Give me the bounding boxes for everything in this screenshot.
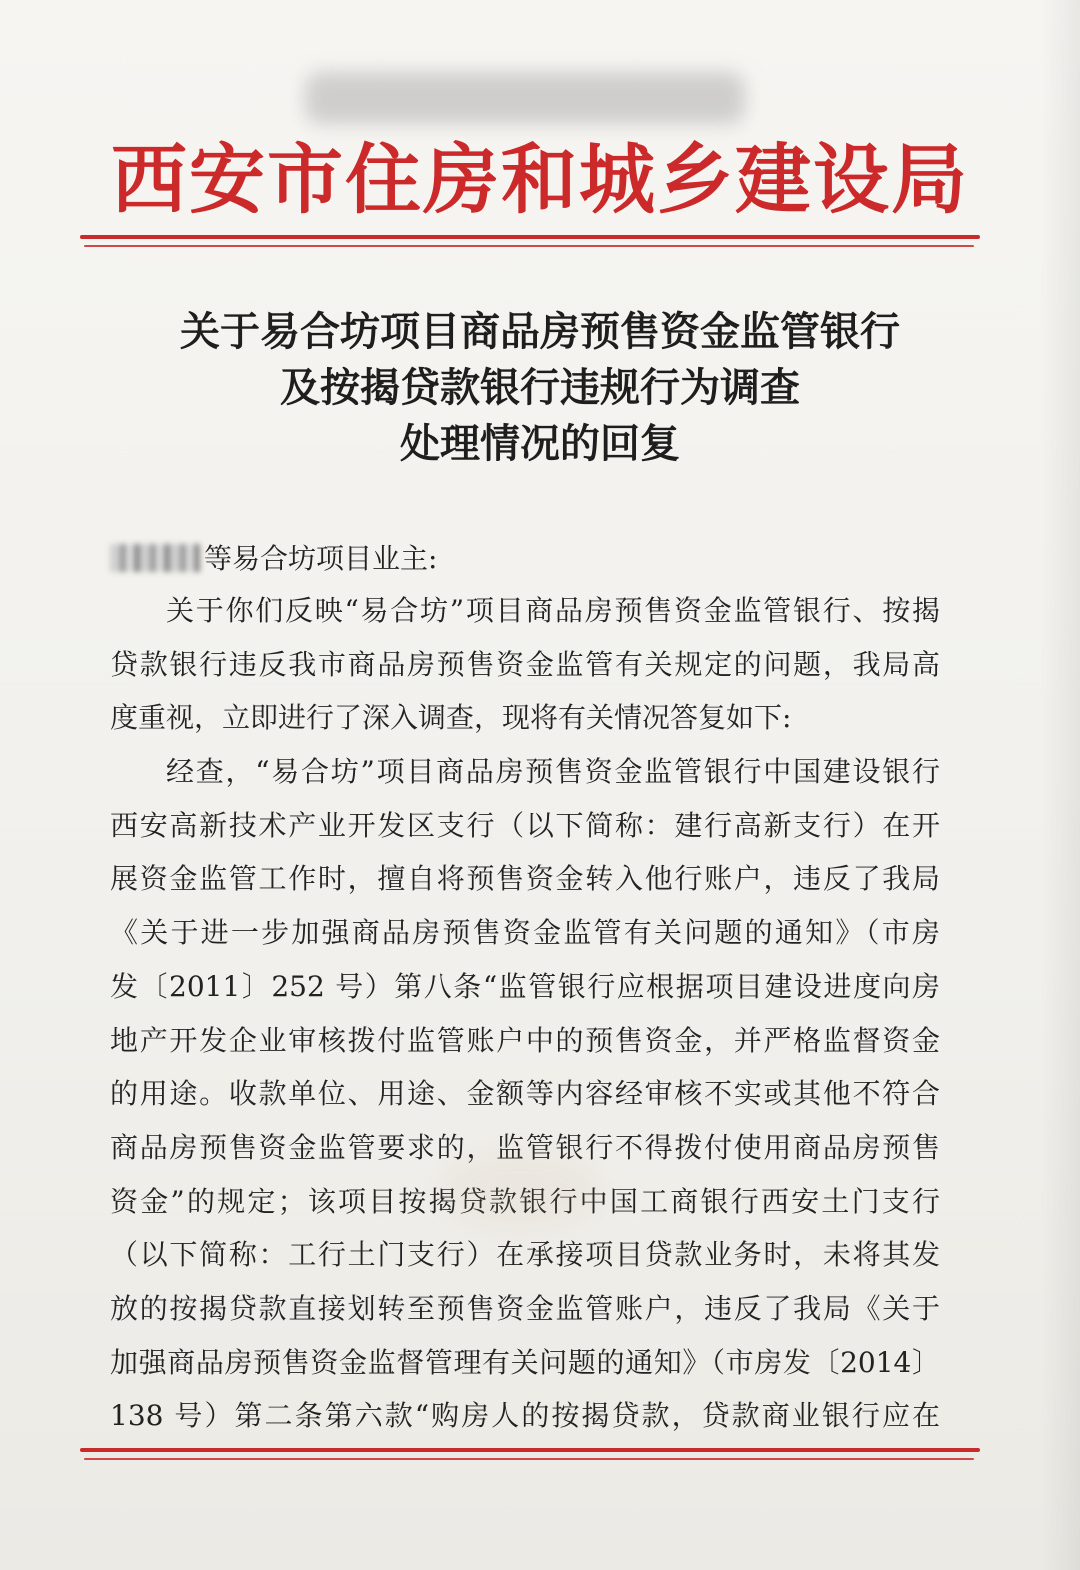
body-line: 关于你们反映“易合坊”项目商品房预售资金监管银行、按揭 [166, 594, 940, 627]
body-line: 《关于进一步加强商品房预售资金监管有关问题的通知》（市房 [110, 916, 940, 950]
body-line: 的用途。收款单位、用途、金额等内容经审核不实或其他不符合 [110, 1077, 940, 1111]
title-line: 关于易合坊项目商品房预售资金监管银行 [180, 308, 900, 355]
letterhead-title: 西安市住房和城乡建设局 [111, 135, 969, 224]
faint-stamp-mark [440, 1150, 600, 1230]
title-line: 及按揭贷款银行违规行为调查 [280, 364, 800, 411]
letterhead-red-rule [80, 235, 980, 239]
title-line: 处理情况的回复 [400, 420, 680, 467]
body-line: 放的按揭贷款直接划转至预售资金监管账户，违反了我局《关于 [110, 1291, 940, 1325]
footer-red-rule [80, 1448, 980, 1452]
salutation [110, 536, 437, 582]
body-line: 138 号）第二条第六款“购房人的按揭贷款，贷款商业银行应在 [110, 1399, 940, 1433]
body-line: 商品房预售资金监管要求的，监管银行不得拨付使用商品房预售 [110, 1130, 940, 1164]
body-line: 贷款银行违反我市商品房预售资金监管有关规定的问题，我局高 [110, 647, 940, 681]
body-line: 地产开发企业审核拨付监管账户中的预售资金，并严格监督资金 [110, 1023, 940, 1057]
redacted-header-blur [305, 72, 745, 124]
redacted-name-blur [110, 544, 200, 572]
body-line: 经查，“易合坊”项目商品房预售资金监管银行中国建设银行 [166, 755, 940, 789]
document-body [110, 584, 940, 1443]
document-title [0, 304, 1080, 472]
body-line: 西安高新技术产业开发区支行（以下简称：建行高新支行）在开 [110, 808, 940, 842]
page-edge-shadow [1040, 0, 1080, 1570]
footer-red-rule-thin [84, 1458, 974, 1460]
letterhead-red-rule-thin [84, 245, 974, 247]
salutation-text: 等易合坊项目业主: [204, 542, 438, 575]
body-line: 展资金监管工作时，擅自将预售资金转入他行账户，违反了我局 [110, 862, 940, 896]
body-line: （以下简称：工行土门支行）在承接项目贷款业务时，未将其发 [110, 1238, 940, 1272]
body-line: 资金”的规定；该项目按揭贷款银行中国工商银行西安土门支行 [110, 1184, 940, 1218]
body-line: 发〔2011〕252 号）第八条“监管银行应根据项目建设进度向房 [110, 969, 940, 1003]
body-line: 加强商品房预售资金监督管理有关问题的通知》（市房发〔2014〕 [110, 1345, 940, 1379]
body-line: 度重视，立即进行了深入调查，现将有关情况答复如下: [110, 701, 792, 735]
